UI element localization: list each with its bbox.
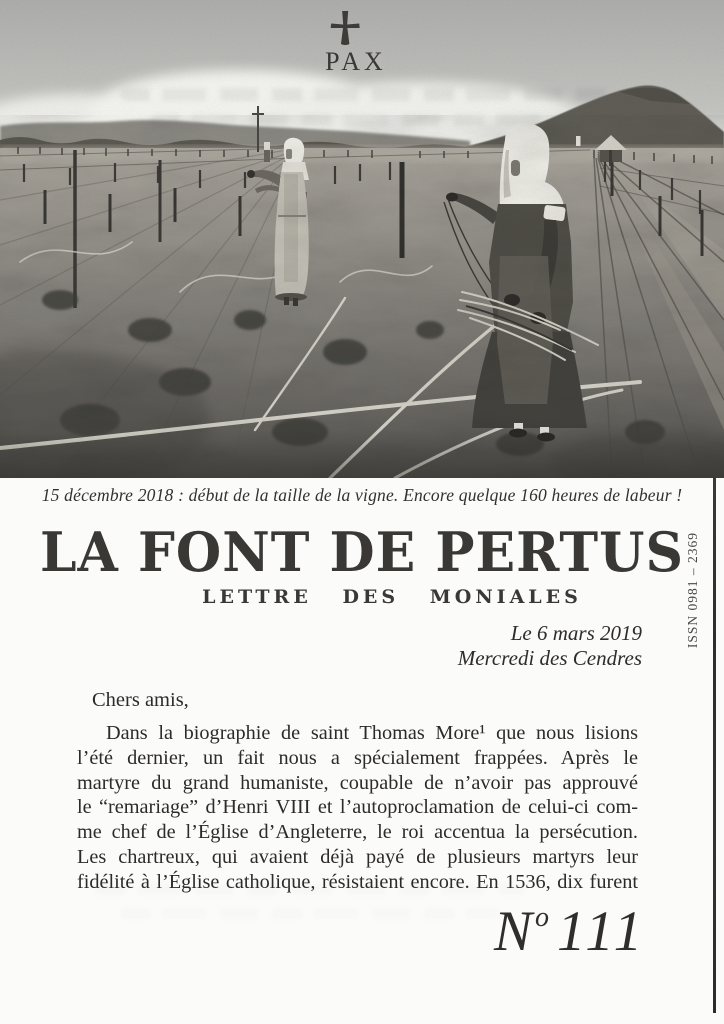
- body-line: Les chartreux, qui avaient déjà payé de plusieurs martyrs leur: [77, 845, 638, 868]
- letter-body: [77, 721, 638, 895]
- bleedthrough-smudge: [95, 884, 525, 895]
- newsletter-subtitle: LETTRE DES MONIALES: [202, 586, 582, 608]
- vineyard-photo: [0, 0, 724, 478]
- photo-caption: 15 décembre 2018 : début de la taille de la vigne. Encore quelque 160 heures de labeur !: [41, 485, 683, 505]
- body-line: Dans la biographie de saint Thomas More¹ que nous lisions: [106, 722, 638, 744]
- salutation: Chers amis,: [92, 689, 189, 711]
- body-line: l’été dernier, un fait nous a spécialement frappées. Après le: [77, 746, 638, 769]
- page-edge-line: [713, 477, 716, 1013]
- pax-emblem: [325, 10, 387, 77]
- pax-label: PAX: [325, 47, 387, 76]
- issue-number-prefix: N: [494, 900, 534, 963]
- body-line: me chef de l’Église d’Angleterre, le roi accentua la persécution.: [77, 821, 638, 844]
- issue-number: [494, 899, 646, 964]
- bottom-vignette: [0, 430, 724, 478]
- date-text: Le 6 mars 2019: [510, 621, 642, 645]
- liturgical-day-text: Mercredi des Cendres: [457, 646, 642, 670]
- bleedthrough-smudge: [120, 88, 620, 101]
- body-line: fidélité à l’Église catholique, résistaient encore. En 1536, dix furent: [77, 870, 638, 893]
- issn-code: ISSN 0981 – 2369: [685, 531, 700, 649]
- body-line: le “remariage” d’Henri VIII et l’autoproclamation de celui-ci com-: [77, 796, 638, 819]
- bleedthrough-smudge: [150, 114, 580, 126]
- issue-number-digits: 111: [557, 900, 647, 963]
- bleedthrough-smudge: [120, 908, 500, 919]
- body-line: martyre du grand humaniste, coupable de n’avoir pas approuvé: [77, 771, 638, 794]
- dateline: [458, 621, 642, 671]
- cross-icon: [325, 10, 365, 46]
- issue-number-ordinal: o: [535, 902, 551, 933]
- newsletter-title: LA FONT DE PERTUS: [39, 520, 685, 585]
